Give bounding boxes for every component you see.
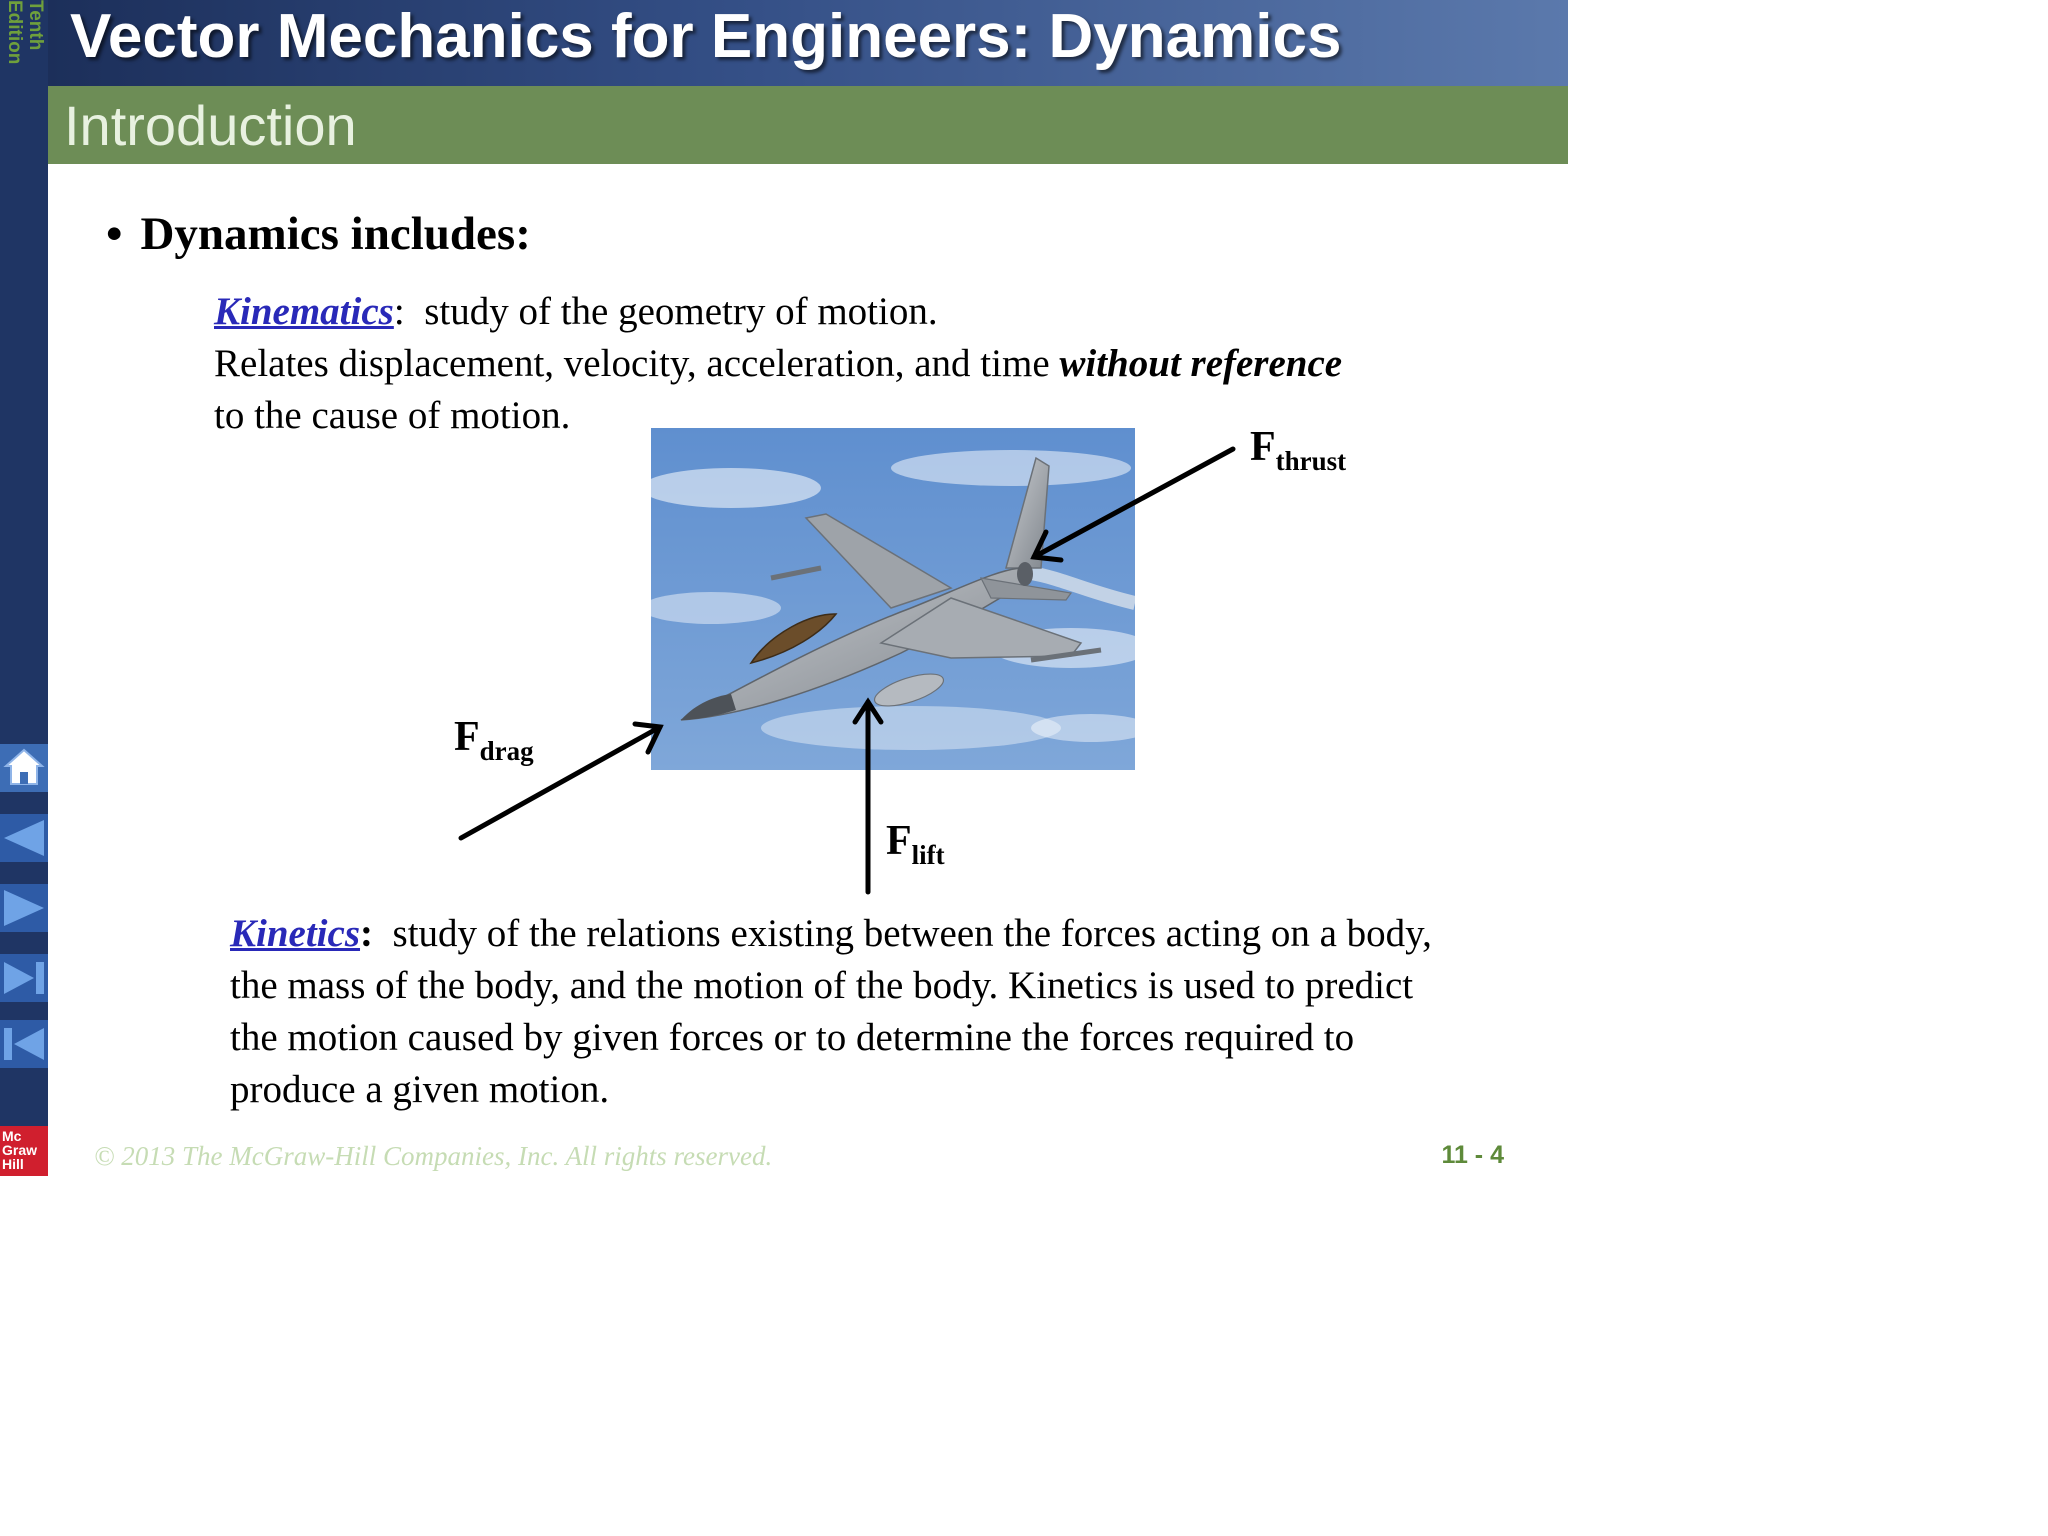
kinetics-link[interactable]: Kinetics [230,912,361,955]
kinematics-link[interactable]: Kinematics [214,290,394,333]
kinematics-definition: study of the geometry of motion. [424,290,938,333]
title-bar [48,0,1568,86]
edition-line-2: Edition [4,0,25,65]
kinematics-line-2: Relates displacement, velocity, acceleration, and time [214,342,1050,385]
section-title: Introduction [64,94,357,157]
kinematics-emphasis: without reference [1059,342,1343,385]
home-icon [0,744,48,792]
drag-label: $F_{drag}$ [454,714,534,766]
section-bar [48,86,1568,164]
previous-slide-button[interactable] [0,814,48,862]
lift-label: $F_{lift}$ [886,818,945,870]
kinematics-paragraph: Kinematics: study of the geometry of motion. Relates displacement, velocity, acceleration, and time without reference to the cause of motion. [214,290,1343,437]
edition-label [0,0,48,92]
bullet-marker: • [106,208,123,260]
heading-text: Dynamics includes: [140,208,531,260]
next-icon [0,884,48,932]
publisher-logo: Mc Graw Hill [0,1126,48,1176]
copyright-notice: © 2013 The McGraw-Hill Companies, Inc. All rights reserved. [94,1141,773,1171]
jet-illustration [651,428,1135,770]
last-icon [0,954,48,1002]
kinetics-definition: study of the relations existing between the forces acting on a body, the mass of the body, and the motion of the body. Kinetics is used to predict the motion caused by given forces or to determine the forces required to produce a given motion. [230,912,1432,1111]
first-slide-button[interactable] [0,1020,48,1068]
kinetics-paragraph: Kinetics: study of the relations existing between the forces acting on a body, the mass of the body, and the motion of the body. Kinetics is used to predict the motion caused by given forces or to determine the forces required to produce a given motion. [230,912,1432,1111]
thrust-label: $F_{thrust}$ [1250,424,1347,476]
last-slide-button[interactable] [0,954,48,1002]
fighter-jet-photo [651,428,1135,770]
edition-line-1: Tenth [25,0,46,51]
bullet-heading [106,206,531,262]
kinematics-line-3: to the cause of motion. [214,394,571,437]
previous-icon [0,814,48,862]
page-number: 11 - 4 [1441,1141,1504,1169]
book-title: Vector Mechanics for Engineers: Dynamics [70,2,1342,71]
first-icon [0,1020,48,1068]
home-button[interactable] [0,744,48,792]
next-slide-button[interactable] [0,884,48,932]
sidebar [0,0,48,1176]
